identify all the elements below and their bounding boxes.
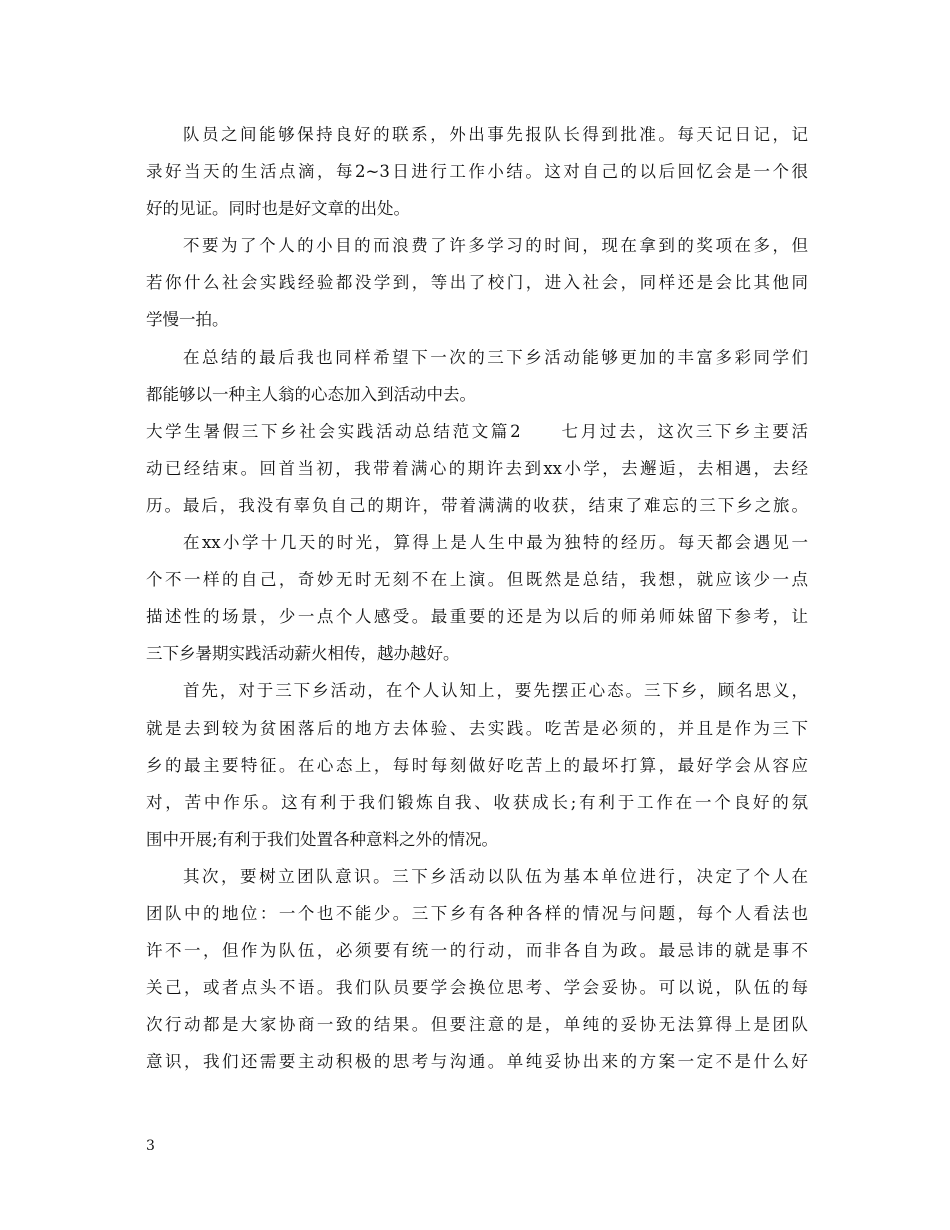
- paragraph-line: 在xx小学十几天的时光，算得上是人生中最为独特的经历。每天都会遇见一: [183, 533, 808, 553]
- paragraph-line: 关己，或者点头不语。我们队员要学会换位思考、学会妥协。可以说，队伍的每: [146, 978, 808, 998]
- paragraph-line: 动已经结束。回首当初，我带着满心的期许去到xx小学，去邂逅，去相遇，去经: [146, 458, 808, 478]
- paragraph-line: 乡的最主要特征。在心态上，每时每刻做好吃苦上的最坏打算，最好学会从容应: [146, 755, 808, 775]
- paragraph-line: 团队中的地位：一个也不能少。三下乡有各种各样的情况与问题，每个人看法也: [146, 903, 808, 923]
- paragraph-line: 其次，要树立团队意识。三下乡活动以队伍为基本单位进行，决定了个人在: [183, 866, 808, 886]
- paragraph-line: 不要为了个人的小目的而浪费了许多学习的时间，现在拿到的奖项在多，但: [183, 236, 808, 256]
- paragraph-line: 就是去到较为贫困落后的地方去体验、去实践。吃苦是必须的，并且是作为三下: [146, 718, 808, 738]
- paragraph-line: 若你什么社会实践经验都没学到，等出了校门，进入社会，同样还是会比其他同: [146, 273, 808, 293]
- paragraph-line: 历。最后，我没有辜负自己的期许，带着满满的收获，结束了难忘的三下乡之旅。: [146, 495, 808, 515]
- paragraph-line: 好的见证。同时也是好文章的出处。: [146, 199, 410, 219]
- paragraph-line: 围中开展;有利于我们处置各种意料之外的情况。: [146, 829, 499, 849]
- paragraph-line: 录好当天的生活点滴，每2~3日进行工作小结。这对自己的以后回忆会是一个很: [146, 162, 808, 182]
- paragraph-line: 意识，我们还需要主动积极的思考与沟通。单纯妥协出来的方案一定不是什么好: [146, 1052, 808, 1072]
- paragraph-line: 首先，对于三下乡活动，在个人认知上，要先摆正心态。三下乡，顾名思义，: [183, 681, 808, 701]
- document-body: [146, 116, 808, 1080]
- paragraph-line: 描述性的场景，少一点个人感受。最重要的还是为以后的师弟师妹留下参考，让: [146, 607, 808, 627]
- paragraph-line: 都能够以一种主人翁的心态加入到活动中去。: [146, 384, 476, 404]
- paragraph-line: 学慢一拍。: [146, 310, 229, 330]
- section-heading-line: 大学生暑假三下乡社会实践活动总结范文篇2 七月过去，这次三下乡主要活: [146, 421, 808, 441]
- paragraph-line: 许不一，但作为队伍，必须要有统一的行动，而非各自为政。最忌讳的就是事不: [146, 941, 808, 961]
- paragraph-line: 三下乡暑期实践活动薪火相传，越办越好。: [146, 644, 460, 664]
- paragraph-line: 队员之间能够保持良好的联系，外出事先报队长得到批准。每天记日记，记: [183, 125, 808, 144]
- page-number: 3: [146, 1138, 155, 1154]
- paragraph-line: 在总结的最后我也同样希望下一次的三下乡活动能够更加的丰富多彩同学们: [183, 347, 808, 367]
- paragraph-line: 对，苦中作乐。这有利于我们锻炼自我、收获成长;有利于工作在一个良好的氛: [146, 792, 808, 812]
- paragraph-line: 次行动都是大家协商一致的结果。但要注意的是，单纯的妥协无法算得上是团队: [146, 1015, 808, 1035]
- paragraph-line: 个不一样的自己，奇妙无时无刻不在上演。但既然是总结，我想，就应该少一点: [146, 570, 808, 590]
